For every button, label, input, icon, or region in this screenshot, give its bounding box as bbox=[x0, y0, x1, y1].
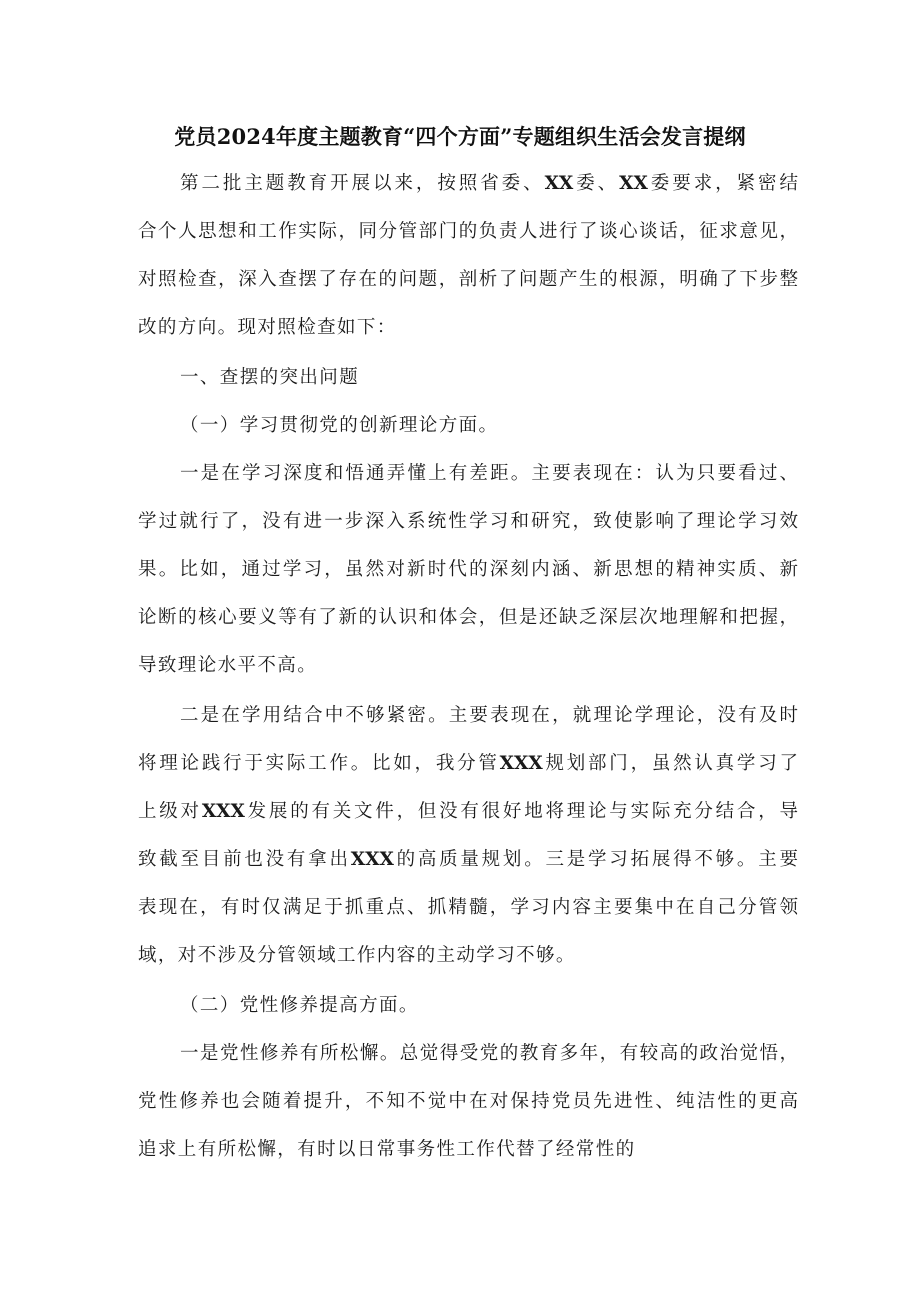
document-title: 党员2024年度主题教育“四个方面”专题组织生活会发言提纲 bbox=[174, 124, 746, 149]
paragraph-line: 上级对XXX发展的有关文件，但没有很好地将理论与实际充分结合，导 bbox=[138, 801, 798, 822]
subsection-heading: （二）党性修养提高方面。 bbox=[180, 995, 419, 1016]
paragraph-line: 追求上有所松懈，有时以日常事务性工作代替了经常性的 bbox=[138, 1139, 636, 1160]
paragraph-line: 二是在学用结合中不够紧密。主要表现在，就理论学理论，没有及时 bbox=[180, 705, 798, 726]
paragraph-line: 学过就行了，没有进一步深入系统性学习和研究，致使影响了理论学习效 bbox=[138, 511, 798, 532]
paragraph-line: 一是在学习深度和悟通弄懂上有差距。主要表现在：认为只要看过、 bbox=[180, 463, 798, 484]
paragraph-line: 论断的核心要义等有了新的认识和体会，但是还缺乏深层次地理解和把握， bbox=[138, 607, 798, 628]
paragraph-line: 致截至目前也没有拿出XXX的高质量规划。三是学习拓展得不够。主要 bbox=[138, 849, 798, 870]
paragraph-line: 对照检查，深入查摆了存在的问题，剖析了问题产生的根源，明确了下步整 bbox=[138, 269, 798, 290]
paragraph-line: 域，对不涉及分管领域工作内容的主动学习不够。 bbox=[138, 945, 576, 966]
subsection-heading: （一）学习贯彻党的创新理论方面。 bbox=[180, 415, 499, 436]
paragraph-line: 合个人思想和工作实际，同分管部门的负责人进行了谈心谈话，征求意见， bbox=[138, 221, 798, 242]
paragraph-line: 表现在，有时仅满足于抓重点、抓精髓，学习内容主要集中在自己分管领 bbox=[138, 897, 798, 918]
paragraph-line: 第二批主题教育开展以来，按照省委、XX委、XX委要求，紧密结 bbox=[180, 173, 798, 194]
paragraph-line: 果。比如，通过学习，虽然对新时代的深刻内涵、新思想的精神实质、新 bbox=[138, 559, 798, 580]
paragraph-line: 一是党性修养有所松懈。总觉得受党的教育多年，有较高的政治觉悟， bbox=[180, 1043, 798, 1064]
paragraph-line: 党性修养也会随着提升，不知不觉中在对保持党员先进性、纯洁性的更高 bbox=[138, 1091, 798, 1112]
paragraph-line: 导致理论水平不高。 bbox=[138, 655, 318, 676]
section-heading: 一、查摆的突出问题 bbox=[180, 367, 360, 388]
paragraph-line: 改的方向。现对照检查如下： bbox=[138, 317, 397, 338]
paragraph-line: 将理论践行于实际工作。比如，我分管XXX规划部门，虽然认真学习了 bbox=[138, 753, 798, 774]
